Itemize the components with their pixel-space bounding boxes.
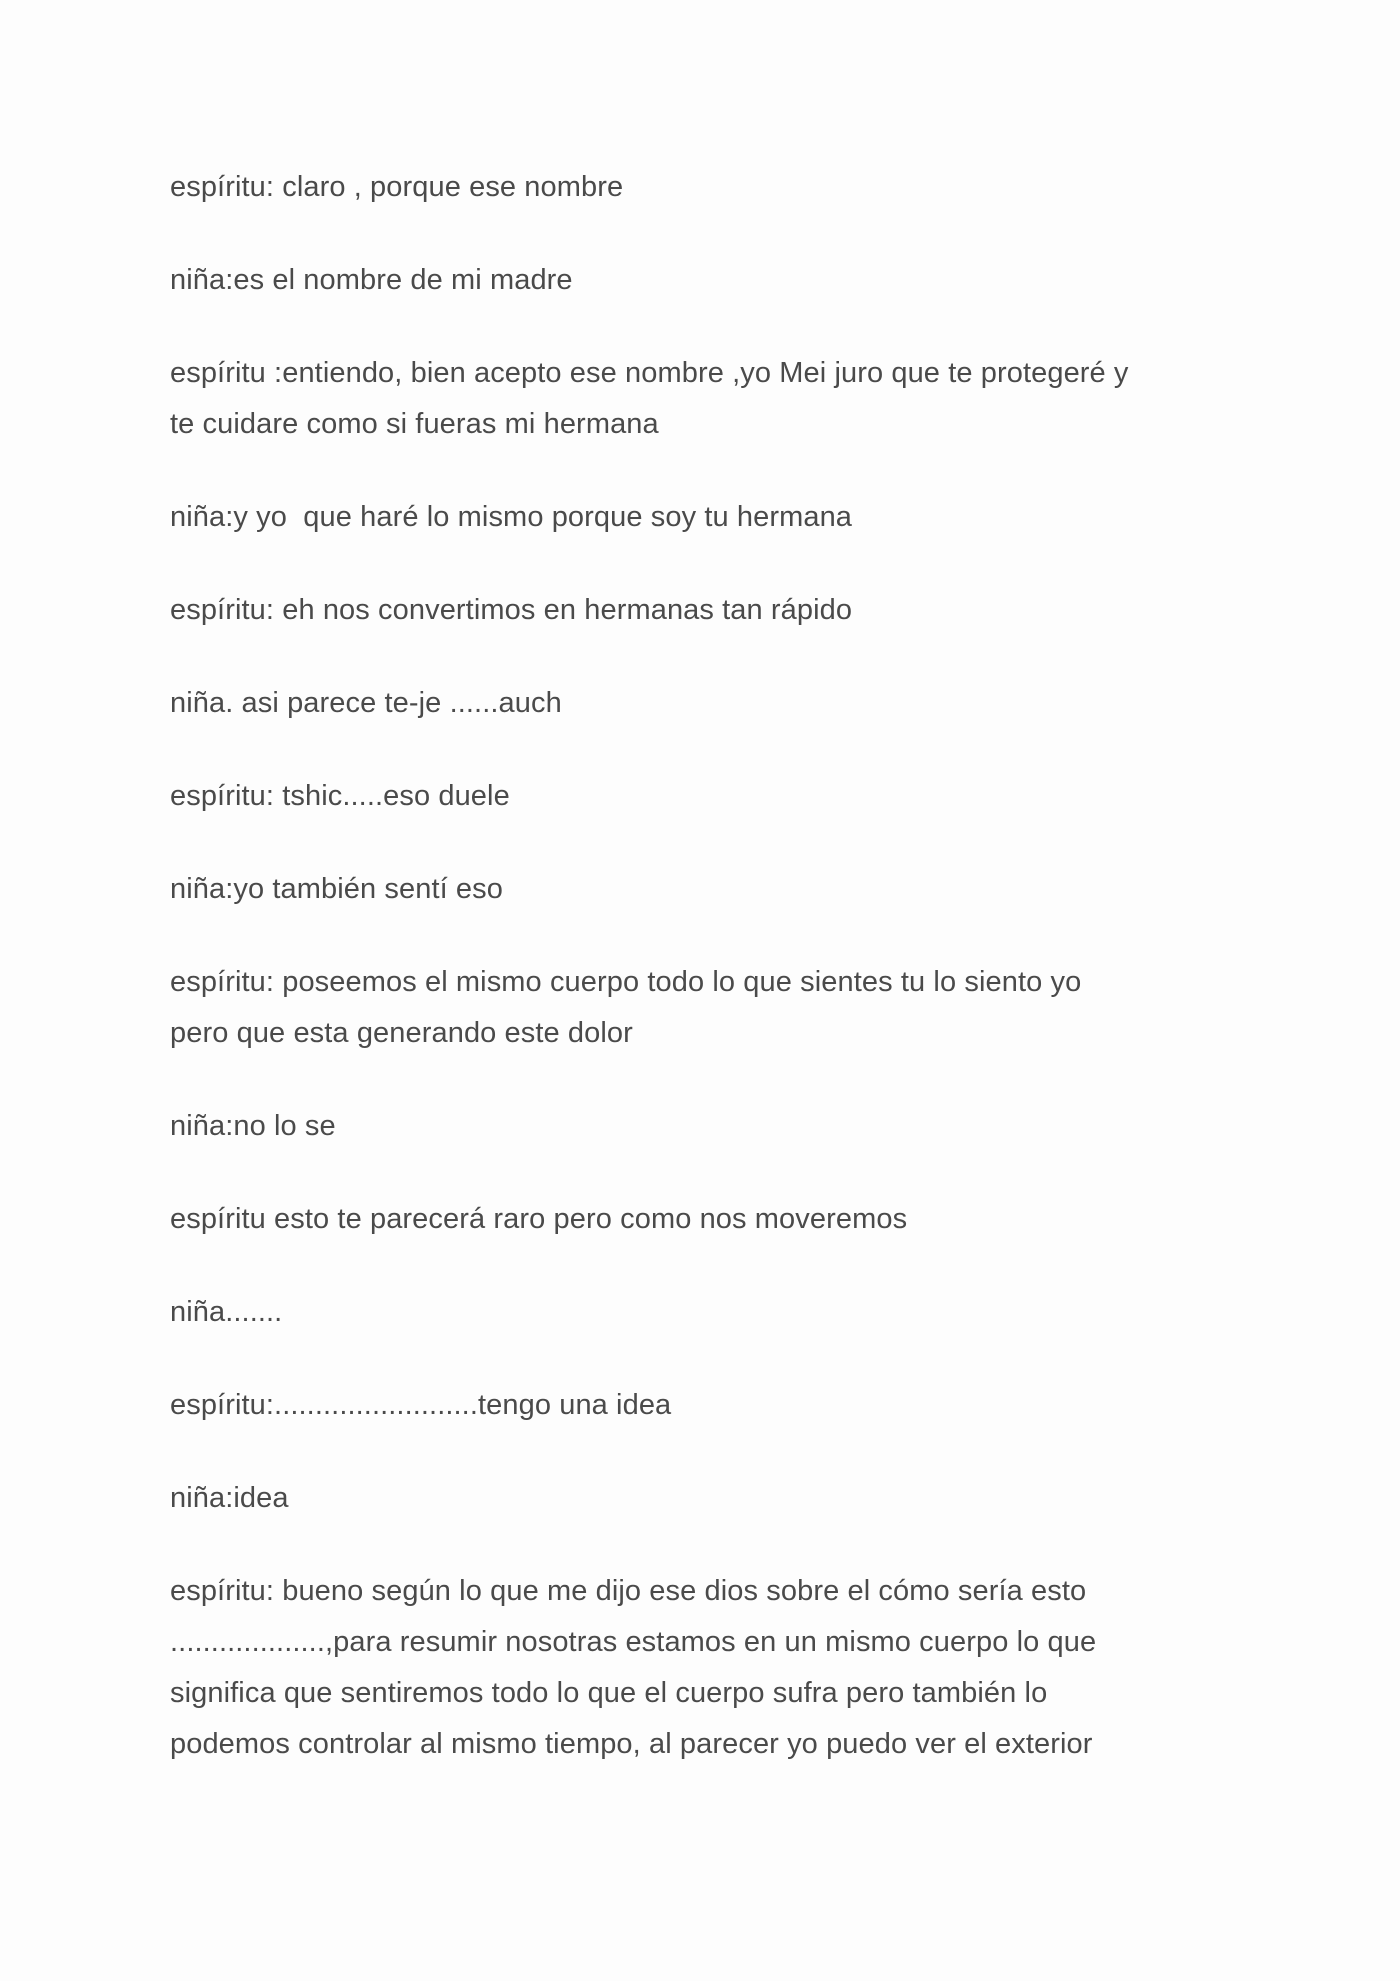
dialogue-line: espíritu: poseemos el mismo cuerpo todo lo que sientes tu lo siento yo pero que esta generando este dolor bbox=[170, 966, 1082, 1049]
dialogue-line: espíritu esto te parecerá raro pero como nos moveremos bbox=[170, 1203, 908, 1235]
dialogue-line: espíritu: claro , porque ese nombre bbox=[170, 171, 624, 203]
dialogue-line: espíritu: bueno según lo que me dijo ese dios sobre el cómo sería esto ...................,para resumir nosotras estamos en un mismo cuerpo lo que significa que sentiremos todo lo que el cuerpo sufra pero también lo podemos controlar al mismo tiempo, al parecer yo puedo ver el exterior bbox=[170, 1575, 1097, 1760]
dialogue-line: niña:es el nombre de mi madre bbox=[170, 264, 573, 296]
dialogue-line: niña:no lo se bbox=[170, 1110, 336, 1142]
dialogue-line: niña:yo también sentí eso bbox=[170, 873, 503, 905]
dialogue-line: niña. asi parece te-je ......auch bbox=[170, 687, 562, 719]
dialogue-line: niña:idea bbox=[170, 1482, 289, 1514]
dialogue-line: niña:y yo que haré lo mismo porque soy tu hermana bbox=[170, 501, 853, 533]
dialogue-line: espíritu: tshic.....eso duele bbox=[170, 780, 510, 812]
document-body bbox=[170, 162, 1250, 1812]
dialogue-line: espíritu :entiendo, bien acepto ese nombre ,yo Mei juro que te protegeré y te cuidare como si fueras mi hermana bbox=[170, 357, 1129, 440]
dialogue-line: espíritu: eh nos convertimos en hermanas tan rápido bbox=[170, 594, 853, 626]
dialogue-line: espíritu:.........................tengo una idea bbox=[170, 1389, 672, 1421]
dialogue-line: niña....... bbox=[170, 1296, 283, 1328]
